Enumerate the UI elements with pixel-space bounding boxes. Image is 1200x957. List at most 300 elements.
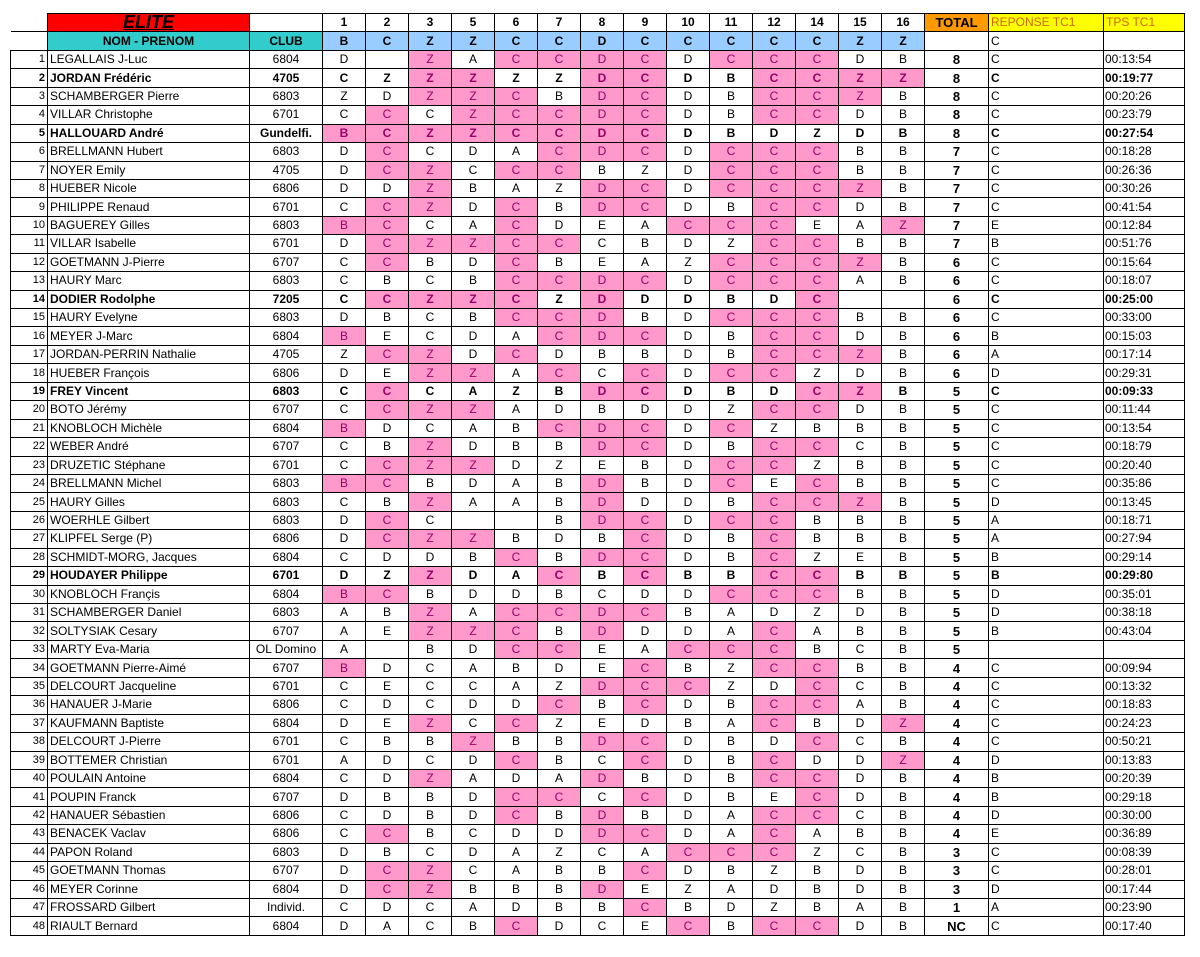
- tps-cell: 00:18:79: [1104, 438, 1185, 456]
- answer-cell: D: [667, 806, 710, 824]
- rank-cell: 36: [11, 696, 48, 714]
- reponse-cell: D: [989, 806, 1104, 824]
- answer-cell: Z: [366, 567, 409, 585]
- answer-cell: D: [667, 733, 710, 751]
- answer-cell: E: [581, 714, 624, 732]
- answer-cell-correct: C: [495, 216, 538, 234]
- answer-cell-correct: C: [796, 198, 839, 216]
- answer-cell-correct: C: [796, 659, 839, 677]
- answer-cell: D: [839, 751, 882, 769]
- answer-cell: A: [495, 843, 538, 861]
- answer-cell: B: [581, 899, 624, 917]
- answer-cell: D: [624, 622, 667, 640]
- answer-cell: B: [710, 788, 753, 806]
- answer-cell: D: [839, 788, 882, 806]
- answer-cell: B: [366, 438, 409, 456]
- answer-cell: D: [495, 696, 538, 714]
- answer-cell: D: [753, 290, 796, 308]
- participant-name-cell: RIAULT Bernard: [48, 917, 250, 935]
- answer-cell: D: [667, 788, 710, 806]
- tps-cell: 00:15:03: [1104, 327, 1185, 345]
- answer-cell: D: [452, 751, 495, 769]
- reponse-cell: C: [989, 272, 1104, 290]
- answer-cell: B: [882, 87, 925, 105]
- answer-cell-correct: C: [710, 640, 753, 658]
- answer-cell: A: [710, 604, 753, 622]
- participant-name-cell: HALLOUARD André: [48, 124, 250, 142]
- tps-cell: 00:09:94: [1104, 659, 1185, 677]
- answer-cell: D: [495, 456, 538, 474]
- answer-cell: B: [624, 806, 667, 824]
- answer-cell: B: [538, 751, 581, 769]
- answer-cell: B: [882, 438, 925, 456]
- participant-name-cell: JORDAN-PERRIN Nathalie: [48, 345, 250, 363]
- answer-cell-correct: C: [710, 419, 753, 437]
- answer-cell-correct: C: [624, 677, 667, 695]
- answer-cell: B: [882, 493, 925, 511]
- answer-cell-correct: Z: [452, 106, 495, 124]
- club-cell: 6701: [250, 567, 323, 585]
- answer-cell: B: [882, 640, 925, 658]
- answer-cell-correct: D: [581, 604, 624, 622]
- participant-name-cell: DRUZETIC Stéphane: [48, 456, 250, 474]
- total-cell: 8: [925, 124, 989, 142]
- answer-cell-correct: C: [710, 179, 753, 197]
- question-header: 14: [796, 14, 839, 32]
- answer-cell: B: [538, 87, 581, 105]
- total-cell: 5: [925, 567, 989, 585]
- rank-cell: 44: [11, 843, 48, 861]
- answer-cell: Z: [538, 179, 581, 197]
- participant-name-cell: FROSSARD Gilbert: [48, 899, 250, 917]
- table-row: [11, 179, 1185, 197]
- answer-cell: B: [839, 456, 882, 474]
- answer-cell: Z: [796, 604, 839, 622]
- tps-cell: 00:36:89: [1104, 825, 1185, 843]
- answer-cell: C: [409, 843, 452, 861]
- answer-cell: D: [753, 677, 796, 695]
- answer-cell: B: [839, 511, 882, 529]
- answer-cell: B: [452, 880, 495, 898]
- answer-cell-correct: C: [495, 604, 538, 622]
- answer-cell: B: [882, 659, 925, 677]
- answer-cell: A: [495, 401, 538, 419]
- answer-cell-correct: C: [538, 143, 581, 161]
- answer-cell: B: [409, 788, 452, 806]
- total-cell: 6: [925, 327, 989, 345]
- answer-cell: A: [839, 272, 882, 290]
- answer-cell: B: [710, 751, 753, 769]
- answer-cell: B: [710, 327, 753, 345]
- answer-cell: C: [323, 401, 366, 419]
- club-cell: 7205: [250, 290, 323, 308]
- answer-cell: Z: [753, 899, 796, 917]
- tps-cell: 00:20:39: [1104, 769, 1185, 787]
- table-row: [11, 50, 1185, 68]
- table-row: [11, 548, 1185, 566]
- answer-cell: D: [452, 438, 495, 456]
- answer-cell: D: [366, 806, 409, 824]
- table-row: [11, 272, 1185, 290]
- answer-cell: B: [839, 530, 882, 548]
- answer-cell-correct: C: [495, 917, 538, 935]
- answer-cell: A: [624, 253, 667, 271]
- answer-cell: B: [839, 659, 882, 677]
- total-cell: 4: [925, 806, 989, 824]
- answer-cell: C: [452, 677, 495, 695]
- answer-cell: B: [882, 456, 925, 474]
- answer-cell: D: [495, 769, 538, 787]
- answer-cell: D: [839, 106, 882, 124]
- club-column-header: CLUB: [250, 32, 323, 50]
- answer-cell-correct: C: [366, 235, 409, 253]
- participant-name-cell: KLIPFEL Serge (P): [48, 530, 250, 548]
- answer-cell: C: [409, 143, 452, 161]
- answer-cell: C: [409, 677, 452, 695]
- total-cell: 6: [925, 309, 989, 327]
- answer-cell-correct: D: [581, 272, 624, 290]
- answer-cell: E: [581, 659, 624, 677]
- table-row: [11, 511, 1185, 529]
- participant-name-cell: BAGUEREY Gilles: [48, 216, 250, 234]
- answer-cell-correct: Z: [839, 179, 882, 197]
- answer-cell: B: [366, 604, 409, 622]
- answer-cell: D: [538, 917, 581, 935]
- answer-cell-correct: Z: [452, 69, 495, 87]
- participant-name-cell: DELCOURT Jacqueline: [48, 677, 250, 695]
- table-row: [11, 382, 1185, 400]
- answer-cell: Z: [796, 456, 839, 474]
- answer-cell-correct: Z: [409, 345, 452, 363]
- answer-cell: B: [839, 143, 882, 161]
- answer-cell: B: [882, 364, 925, 382]
- reponse-cell: E: [989, 216, 1104, 234]
- answer-cell-correct: C: [624, 530, 667, 548]
- answer-cell-correct: C: [796, 345, 839, 363]
- question-header: 1: [323, 14, 366, 32]
- answer-cell-correct: Z: [409, 714, 452, 732]
- rank-cell: 14: [11, 290, 48, 308]
- answer-cell-correct: Z: [409, 438, 452, 456]
- rank-cell: 19: [11, 382, 48, 400]
- answer-cell: D: [753, 382, 796, 400]
- answer-cell: B: [624, 309, 667, 327]
- answer-cell: A: [452, 769, 495, 787]
- answer-cell: A: [710, 806, 753, 824]
- answer-cell: B: [882, 161, 925, 179]
- tps-cell: 00:20:40: [1104, 456, 1185, 474]
- answer-cell: B: [882, 382, 925, 400]
- answer-cell: C: [323, 456, 366, 474]
- answer-cell: D: [667, 622, 710, 640]
- answer-cell: B: [882, 327, 925, 345]
- answer-cell: D: [667, 309, 710, 327]
- answer-cell-correct: C: [366, 401, 409, 419]
- answer-cell: A: [495, 567, 538, 585]
- tps-cell: 00:15:64: [1104, 253, 1185, 271]
- total-cell: 7: [925, 143, 989, 161]
- answer-cell-correct: C: [753, 216, 796, 234]
- answer-cell-correct: C: [753, 69, 796, 87]
- answer-cell-correct: C: [710, 309, 753, 327]
- answer-cell-correct: Z: [409, 50, 452, 68]
- reponse-cell: C: [989, 50, 1104, 68]
- answer-cell: D: [667, 696, 710, 714]
- answer-cell: B: [452, 309, 495, 327]
- answer-cell: C: [323, 438, 366, 456]
- answer-cell-correct: D: [581, 87, 624, 105]
- table-row: [11, 751, 1185, 769]
- answer-cell-correct: Z: [409, 880, 452, 898]
- answer-cell: D: [366, 696, 409, 714]
- answer-cell-correct: C: [495, 548, 538, 566]
- total-cell: 4: [925, 714, 989, 732]
- answer-cell-correct: Z: [839, 69, 882, 87]
- answer-cell-correct: C: [753, 198, 796, 216]
- participant-name-cell: KNOBLOCH Michèle: [48, 419, 250, 437]
- answer-cell: D: [323, 364, 366, 382]
- reponse-header: REPONSE TC1: [989, 14, 1104, 32]
- answer-cell-correct: C: [796, 567, 839, 585]
- answer-cell: D: [624, 585, 667, 603]
- reponse-cell: C: [989, 917, 1104, 935]
- participant-name-cell: BOTO Jérémy: [48, 401, 250, 419]
- answer-cell: Z: [323, 87, 366, 105]
- rank-cell: 9: [11, 198, 48, 216]
- answer-cell-correct: C: [624, 50, 667, 68]
- answer-cell-correct: C: [796, 161, 839, 179]
- table-row: [11, 585, 1185, 603]
- answer-cell: D: [366, 87, 409, 105]
- answer-cell: Z: [538, 69, 581, 87]
- answer-cell-correct: C: [667, 843, 710, 861]
- answer-cell-correct: C: [753, 438, 796, 456]
- answer-cell: D: [409, 548, 452, 566]
- answer-cell-correct: C: [366, 382, 409, 400]
- answer-cell-correct: C: [366, 124, 409, 142]
- answer-cell-correct: C: [495, 751, 538, 769]
- tps-cell: 00:35:01: [1104, 585, 1185, 603]
- answer-cell: D: [323, 788, 366, 806]
- answer-cell: C: [839, 843, 882, 861]
- answer-cell-correct: Z: [409, 290, 452, 308]
- table-row: [11, 327, 1185, 345]
- answer-cell: A: [624, 843, 667, 861]
- answer-cell: D: [538, 345, 581, 363]
- participant-name-cell: GOETMANN Thomas: [48, 862, 250, 880]
- participant-name-cell: MEYER J-Marc: [48, 327, 250, 345]
- answer-cell: B: [710, 769, 753, 787]
- answer-cell-correct: C: [495, 253, 538, 271]
- table-row: [11, 438, 1185, 456]
- answer-cell: C: [581, 235, 624, 253]
- club-cell: 6806: [250, 696, 323, 714]
- table-row: [11, 567, 1185, 585]
- answer-cell: B: [882, 511, 925, 529]
- reponse-cell: A: [989, 345, 1104, 363]
- answer-cell: D: [839, 198, 882, 216]
- club-cell: 6803: [250, 216, 323, 234]
- answer-cell-correct: C: [753, 640, 796, 658]
- answer-cell-correct: Z: [452, 401, 495, 419]
- answer-key-cell: C: [624, 32, 667, 50]
- answer-cell: B: [710, 696, 753, 714]
- answer-cell: D: [667, 235, 710, 253]
- answer-cell-correct: D: [581, 382, 624, 400]
- answer-cell: D: [452, 474, 495, 492]
- answer-cell: B: [882, 899, 925, 917]
- total-cell: 8: [925, 87, 989, 105]
- answer-cell: D: [624, 714, 667, 732]
- answer-cell: B: [839, 474, 882, 492]
- answer-cell: D: [796, 751, 839, 769]
- answer-cell: B: [624, 456, 667, 474]
- answer-cell-correct: Z: [882, 69, 925, 87]
- answer-cell: D: [538, 401, 581, 419]
- rank-cell: 39: [11, 751, 48, 769]
- answer-cell-correct: C: [538, 161, 581, 179]
- answer-cell: Z: [495, 382, 538, 400]
- answer-cell-correct: C: [366, 161, 409, 179]
- answer-cell-correct: C: [753, 179, 796, 197]
- answer-cell-correct: Z: [409, 198, 452, 216]
- answer-cell-correct: C: [538, 327, 581, 345]
- reponse-cell: C: [989, 677, 1104, 695]
- answer-cell: D: [667, 530, 710, 548]
- answer-cell: D: [323, 567, 366, 585]
- answer-cell: B: [710, 106, 753, 124]
- answer-cell: D: [323, 143, 366, 161]
- answer-cell-correct: C: [710, 50, 753, 68]
- participant-name-cell: HAURY Gilles: [48, 493, 250, 511]
- reponse-cell: C: [989, 474, 1104, 492]
- answer-cell: B: [839, 567, 882, 585]
- answer-cell: D: [452, 696, 495, 714]
- answer-cell: B: [366, 493, 409, 511]
- answer-cell: B: [538, 474, 581, 492]
- answer-cell: A: [452, 419, 495, 437]
- answer-cell: D: [753, 604, 796, 622]
- answer-cell: B: [710, 567, 753, 585]
- club-cell: Gundelfi.: [250, 124, 323, 142]
- answer-cell-correct: D: [581, 511, 624, 529]
- answer-cell-correct: Z: [409, 235, 452, 253]
- answer-cell: [495, 511, 538, 529]
- answer-cell-correct: Z: [409, 161, 452, 179]
- answer-cell-correct: C: [753, 659, 796, 677]
- answer-cell: C: [409, 272, 452, 290]
- answer-cell: A: [624, 640, 667, 658]
- answer-cell-correct: Z: [409, 179, 452, 197]
- answer-cell-correct: D: [581, 419, 624, 437]
- total-cell: 4: [925, 788, 989, 806]
- answer-cell-correct: C: [366, 585, 409, 603]
- participant-name-cell: SOLTYSIAK Cesary: [48, 622, 250, 640]
- answer-cell: B: [667, 567, 710, 585]
- answer-cell: B: [882, 622, 925, 640]
- participant-name-cell: HUEBER François: [48, 364, 250, 382]
- answer-cell: B: [538, 806, 581, 824]
- answer-cell-correct: Z: [839, 382, 882, 400]
- reponse-cell: E: [989, 825, 1104, 843]
- answer-cell: B: [796, 862, 839, 880]
- question-header: 15: [839, 14, 882, 32]
- question-header: 9: [624, 14, 667, 32]
- answer-cell: B: [839, 309, 882, 327]
- answer-cell: D: [667, 382, 710, 400]
- answer-key-cell: C: [538, 32, 581, 50]
- tps-cell: 00:30:00: [1104, 806, 1185, 824]
- answer-cell: A: [452, 216, 495, 234]
- table-row: [11, 419, 1185, 437]
- tps-cell: 00:18:28: [1104, 143, 1185, 161]
- club-cell: 6803: [250, 309, 323, 327]
- total-cell: 7: [925, 161, 989, 179]
- answer-cell-correct: C: [753, 585, 796, 603]
- answer-cell: B: [710, 345, 753, 363]
- answer-cell: D: [667, 272, 710, 290]
- answer-cell-correct: C: [624, 567, 667, 585]
- answer-cell: C: [839, 733, 882, 751]
- answer-cell-correct: C: [796, 788, 839, 806]
- rank-cell: 28: [11, 548, 48, 566]
- table-row: [11, 788, 1185, 806]
- tps-cell: 00:33:00: [1104, 309, 1185, 327]
- answer-cell: D: [667, 493, 710, 511]
- answer-cell: C: [323, 290, 366, 308]
- tps-cell: 00:18:83: [1104, 696, 1185, 714]
- answer-cell: A: [495, 143, 538, 161]
- participant-name-cell: GOETMANN Pierre-Aimé: [48, 659, 250, 677]
- answer-cell: B: [667, 604, 710, 622]
- answer-cell-correct: C: [538, 272, 581, 290]
- answer-cell: Z: [538, 290, 581, 308]
- answer-cell-correct: C: [753, 364, 796, 382]
- answer-cell-correct: B: [323, 474, 366, 492]
- table-row: [11, 659, 1185, 677]
- answer-cell: Z: [710, 401, 753, 419]
- table-row: [11, 161, 1185, 179]
- club-cell: 6804: [250, 714, 323, 732]
- answer-cell: B: [495, 733, 538, 751]
- answer-cell: C: [839, 677, 882, 695]
- tps-cell: 00:43:04: [1104, 622, 1185, 640]
- participant-name-cell: HAURY Evelyne: [48, 309, 250, 327]
- answer-cell-correct: C: [495, 622, 538, 640]
- tps-cell: 00:38:18: [1104, 604, 1185, 622]
- answer-cell-correct: C: [796, 143, 839, 161]
- rank-cell: 7: [11, 161, 48, 179]
- answer-cell-correct: C: [796, 179, 839, 197]
- participant-name-cell: MEYER Corinne: [48, 880, 250, 898]
- table-row: [11, 696, 1185, 714]
- reponse-cell: C: [989, 843, 1104, 861]
- answer-cell: B: [796, 419, 839, 437]
- answer-cell: D: [452, 253, 495, 271]
- answer-cell-correct: C: [366, 511, 409, 529]
- tps-cell: 00:13:54: [1104, 419, 1185, 437]
- reponse-cell: C: [989, 69, 1104, 87]
- answer-cell: Z: [753, 862, 796, 880]
- answer-cell-correct: C: [796, 917, 839, 935]
- table-row: [11, 530, 1185, 548]
- table-row: [11, 917, 1185, 935]
- answer-cell: B: [581, 161, 624, 179]
- answer-cell: A: [796, 825, 839, 843]
- participant-name-cell: BENACEK Vaclav: [48, 825, 250, 843]
- answer-cell-correct: Z: [409, 530, 452, 548]
- total-cell: 6: [925, 290, 989, 308]
